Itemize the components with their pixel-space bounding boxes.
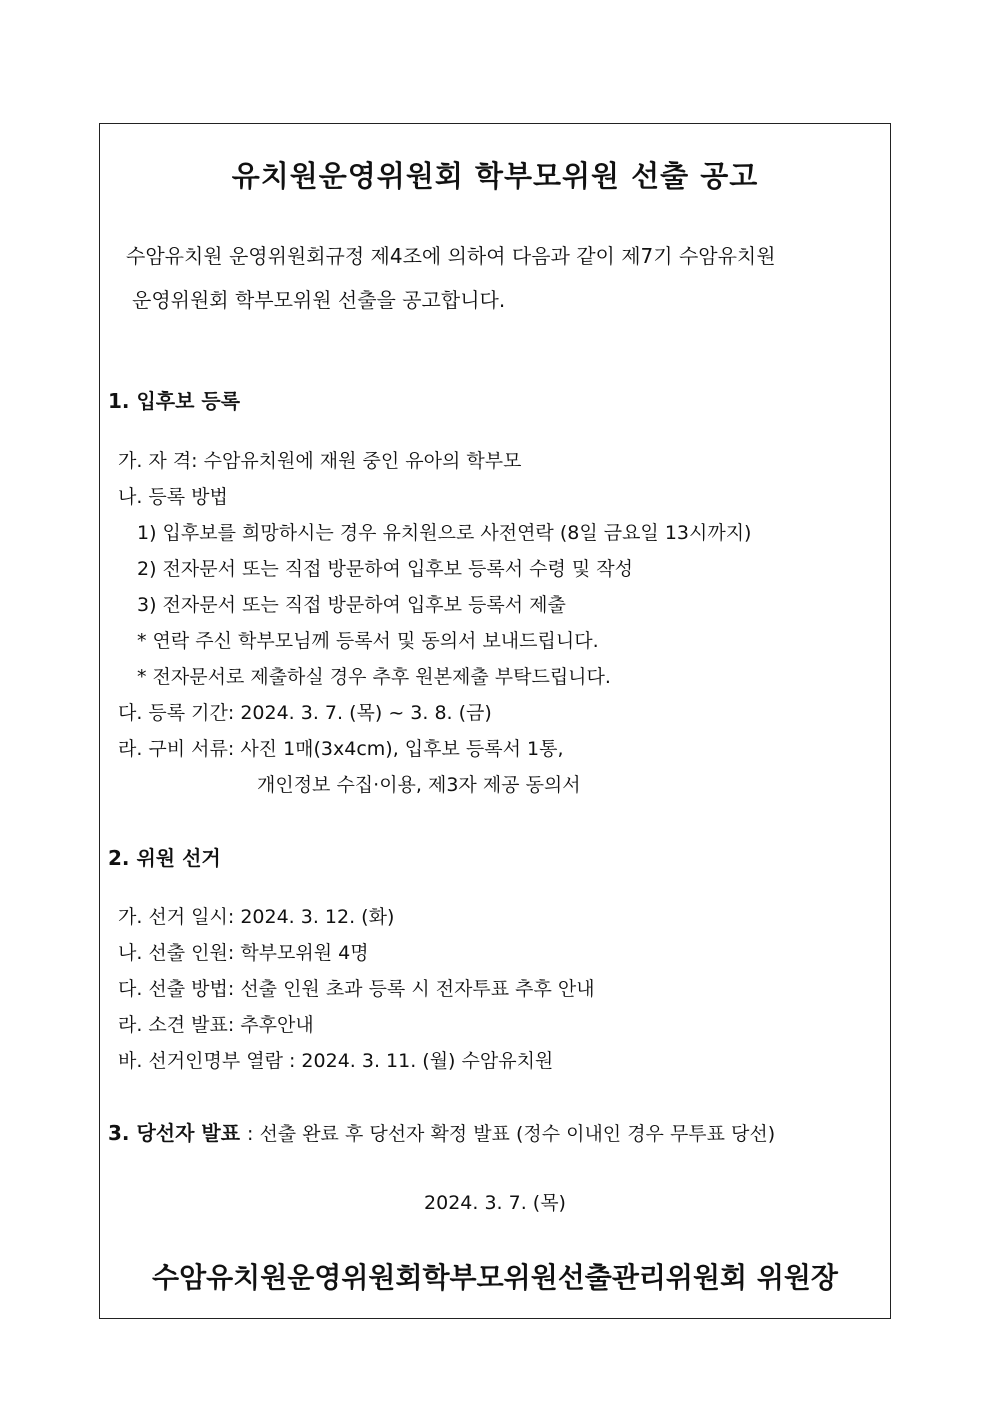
speech-info: 라. 소견 발표: 추후안내 <box>118 1014 314 1036</box>
method-step-3: 3) 전자문서 또는 직접 방문하여 입후보 등록서 제출 <box>137 594 566 616</box>
signer: 수암유치원운영위원회학부모위원선출관리위원회 위원장 <box>152 1261 838 1294</box>
method-note-2: * 전자문서로 제출하실 경우 추후 원본제출 부탁드립니다. <box>137 666 611 688</box>
method-label: 나. 등록 방법 <box>118 486 228 508</box>
required-documents-line-1: 라. 구비 서류: 사진 1매(3x4cm), 입후보 등록서 1통, <box>118 738 564 760</box>
registration-period: 다. 등록 기간: 2024. 3. 7. (목) ~ 3. 8. (금) <box>118 702 492 724</box>
voter-list-info: 바. 선거인명부 열람 : 2024. 3. 11. (월) 수암유치원 <box>118 1050 554 1072</box>
notice-title: 유치원운영위원회 학부모위원 선출 공고 <box>231 159 759 193</box>
notice-date: 2024. 3. 7. (목) <box>424 1192 566 1214</box>
qualification-item: 가. 자 격: 수암유치원에 재원 중인 유아의 학부모 <box>118 450 522 472</box>
section-3-heading: 3. 당선자 발표 <box>108 1121 241 1145</box>
method-note-1: * 연락 주신 학부모님께 등록서 및 동의서 보내드립니다. <box>137 630 599 652</box>
method-step-1: 1) 입후보를 희망하시는 경우 유치원으로 사전연락 (8일 금요일 13시까지) <box>137 522 752 544</box>
notice-frame <box>99 123 891 1319</box>
section-2-heading: 2. 위원 선거 <box>108 846 221 870</box>
intro-line-1: 수암유치원 운영위원회규정 제4조에 의하여 다음과 같이 제7기 수암유치원 <box>126 244 776 268</box>
election-count: 나. 선출 인원: 학부모위원 4명 <box>118 942 369 964</box>
election-method: 다. 선출 방법: 선출 인원 초과 등록 시 전자투표 추후 안내 <box>118 978 595 1000</box>
section-3 <box>108 1117 775 1146</box>
election-date: 가. 선거 일시: 2024. 3. 12. (화) <box>118 906 395 928</box>
intro-line-2: 운영위원회 학부모위원 선출을 공고합니다. <box>132 288 506 312</box>
required-documents-line-2: 개인정보 수집·이용, 제3자 제공 동의서 <box>257 774 581 796</box>
method-step-2: 2) 전자문서 또는 직접 방문하여 입후보 등록서 수령 및 작성 <box>137 558 634 580</box>
section-3-text: : 선출 완료 후 당선자 확정 발표 (정수 이내인 경우 무투표 당선) <box>247 1123 776 1145</box>
section-1-heading: 1. 입후보 등록 <box>108 389 241 413</box>
